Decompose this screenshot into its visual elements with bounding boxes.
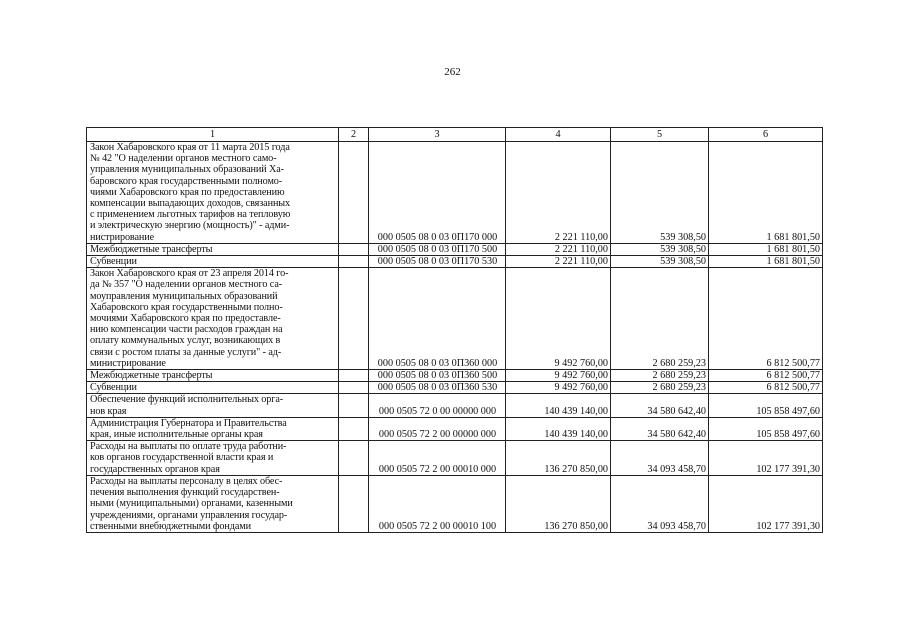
row-name-line: № 42 "О наделении органов местного само- — [90, 153, 277, 165]
row-name-line: мочиями Хабаровского края по предоставле- — [90, 313, 281, 325]
row-value-5-cell: 539 308,50 — [611, 256, 709, 268]
row-value-6-cell: 102 177 391,30 — [709, 441, 823, 476]
row-name-line: связи с ростом платы за данные услуги" - ад- — [90, 346, 282, 358]
row-col2-cell — [339, 475, 369, 532]
row-value-6-cell: 105 858 497,60 — [709, 394, 823, 417]
row-code-cell: 000 0505 08 0 03 0П360 530 — [369, 382, 506, 394]
row-code-cell: 000 0505 08 0 03 0П170 500 — [369, 243, 506, 255]
row-code-cell: 000 0505 08 0 03 0П170 530 — [369, 256, 506, 268]
column-header-1: 1 — [87, 128, 339, 142]
table-row — [87, 243, 823, 255]
table-row — [87, 417, 823, 440]
row-name-line: государственных органов края — [90, 463, 220, 475]
row-value-4-cell: 9 492 760,00 — [506, 268, 611, 370]
row-value-5-cell: 34 093 458,70 — [611, 475, 709, 532]
row-value-6-cell: 102 177 391,30 — [709, 475, 823, 532]
table-row — [87, 441, 823, 476]
row-name-line: края, иные исполнительные органы края — [90, 429, 263, 441]
table-row — [87, 268, 823, 370]
table-row — [87, 394, 823, 417]
row-col2-cell — [339, 382, 369, 394]
row-name-cell — [87, 382, 339, 394]
table-row — [87, 142, 823, 244]
row-name-line: ственными внебюджетными фондами — [90, 520, 251, 532]
row-value-5-cell: 539 308,50 — [611, 142, 709, 244]
row-code-cell: 000 0505 72 2 00 00010 000 — [369, 441, 506, 476]
row-value-4-cell: 136 270 850,00 — [506, 441, 611, 476]
row-name-line: нию компенсации части расходов граждан на — [90, 324, 283, 336]
page-number: 262 — [444, 66, 461, 78]
table-row — [87, 475, 823, 532]
row-value-6-cell: 105 858 497,60 — [709, 417, 823, 440]
row-name-line: учреждениями, органами управления государ- — [90, 509, 288, 521]
row-value-4-cell: 2 221 110,00 — [506, 142, 611, 244]
row-value-4-cell: 140 439 140,00 — [506, 394, 611, 417]
row-name-line: печения выполнения функций государствен- — [90, 487, 280, 499]
row-value-5-cell: 34 580 642,40 — [611, 417, 709, 440]
row-value-5-cell: 2 680 259,23 — [611, 370, 709, 382]
row-name-line: компенсации выпадающих доходов, связанных — [90, 198, 291, 210]
table-row — [87, 382, 823, 394]
row-name-cell — [87, 142, 339, 244]
row-col2-cell — [339, 142, 369, 244]
row-value-6-cell: 6 812 500,77 — [709, 370, 823, 382]
row-code-cell: 000 0505 08 0 03 0П360 500 — [369, 370, 506, 382]
row-name-line: Администрация Губернатора и Правительства — [90, 417, 287, 429]
row-name-line: и электрическую энергию (мощность)" - адми- — [90, 220, 290, 232]
row-name-cell — [87, 394, 339, 417]
row-name-line: Межбюджетные трансферты — [90, 243, 213, 255]
table-header-row — [87, 128, 823, 142]
row-name-line: Закон Хабаровского края от 23 апреля 2014 го- — [90, 268, 289, 280]
table-row — [87, 256, 823, 268]
row-col2-cell — [339, 268, 369, 370]
row-name-line: управления муниципальных образований Ха- — [90, 164, 284, 176]
row-col2-cell — [339, 256, 369, 268]
row-value-4-cell: 9 492 760,00 — [506, 370, 611, 382]
row-code-cell: 000 0505 72 0 00 00000 000 — [369, 394, 506, 417]
table-body — [87, 142, 823, 533]
row-name-cell — [87, 441, 339, 476]
row-name-line: Субвенции — [90, 382, 137, 394]
column-header-6: 6 — [709, 128, 823, 142]
row-name-line: Хабаровского края государственными полно- — [90, 301, 283, 313]
budget-table — [86, 127, 823, 533]
row-name-line: ков органов государственной власти края и — [90, 452, 274, 464]
row-name-line: нистрирование — [90, 231, 155, 243]
row-value-6-cell: 6 812 500,77 — [709, 268, 823, 370]
column-header-4: 4 — [506, 128, 611, 142]
row-value-6-cell: 1 681 801,50 — [709, 256, 823, 268]
row-name-line: оплату коммунальных услуг, возникающих в — [90, 335, 281, 347]
row-code-cell: 000 0505 08 0 03 0П360 000 — [369, 268, 506, 370]
row-name-line: Закон Хабаровского края от 11 марта 2015 года — [90, 142, 290, 153]
row-name-line: чиями Хабаровского края по предоставлению — [90, 186, 285, 198]
row-name-cell — [87, 475, 339, 532]
row-value-6-cell: 1 681 801,50 — [709, 243, 823, 255]
row-name-line: Обеспечение функций исполнительных орга- — [90, 394, 284, 406]
row-name-cell — [87, 417, 339, 440]
row-name-cell — [87, 268, 339, 370]
row-name-line: Субвенции — [90, 256, 137, 268]
row-col2-cell — [339, 417, 369, 440]
row-col2-cell — [339, 394, 369, 417]
row-value-6-cell: 1 681 801,50 — [709, 142, 823, 244]
row-name-line: Расходы на выплаты по оплате труда работни- — [90, 441, 287, 453]
row-name-line: Расходы на выплаты персоналу в целях обес- — [90, 475, 283, 487]
row-name-line: ными (муниципальными) органами, казенными — [90, 498, 293, 510]
row-value-4-cell: 2 221 110,00 — [506, 243, 611, 255]
row-value-4-cell: 9 492 760,00 — [506, 382, 611, 394]
row-name-line: нов края — [90, 405, 127, 417]
column-header-3: 3 — [369, 128, 506, 142]
row-name-cell — [87, 256, 339, 268]
row-name-line: министрирование — [90, 357, 166, 369]
row-col2-cell — [339, 243, 369, 255]
row-name-line: с применением льготных тарифов на тепловую — [90, 209, 291, 221]
row-value-4-cell: 140 439 140,00 — [506, 417, 611, 440]
row-value-5-cell: 34 580 642,40 — [611, 394, 709, 417]
row-name-line: да № 357 "О наделении органов местного са- — [90, 279, 283, 291]
row-value-4-cell: 136 270 850,00 — [506, 475, 611, 532]
row-value-5-cell: 2 680 259,23 — [611, 268, 709, 370]
row-name-line: баровского края государственными полномо- — [90, 175, 283, 187]
column-header-2: 2 — [339, 128, 369, 142]
row-value-5-cell: 2 680 259,23 — [611, 382, 709, 394]
row-code-cell: 000 0505 72 2 00 00010 100 — [369, 475, 506, 532]
row-name-cell — [87, 243, 339, 255]
row-col2-cell — [339, 441, 369, 476]
row-name-line: Межбюджетные трансферты — [90, 370, 213, 382]
row-value-5-cell: 34 093 458,70 — [611, 441, 709, 476]
row-value-4-cell: 2 221 110,00 — [506, 256, 611, 268]
row-value-5-cell: 539 308,50 — [611, 243, 709, 255]
row-code-cell: 000 0505 72 2 00 00000 000 — [369, 417, 506, 440]
table-row — [87, 370, 823, 382]
row-name-cell — [87, 370, 339, 382]
column-header-5: 5 — [611, 128, 709, 142]
row-code-cell: 000 0505 08 0 03 0П170 000 — [369, 142, 506, 244]
row-name-line: моуправления муниципальных образований — [90, 290, 278, 302]
row-value-6-cell: 6 812 500,77 — [709, 382, 823, 394]
row-col2-cell — [339, 370, 369, 382]
